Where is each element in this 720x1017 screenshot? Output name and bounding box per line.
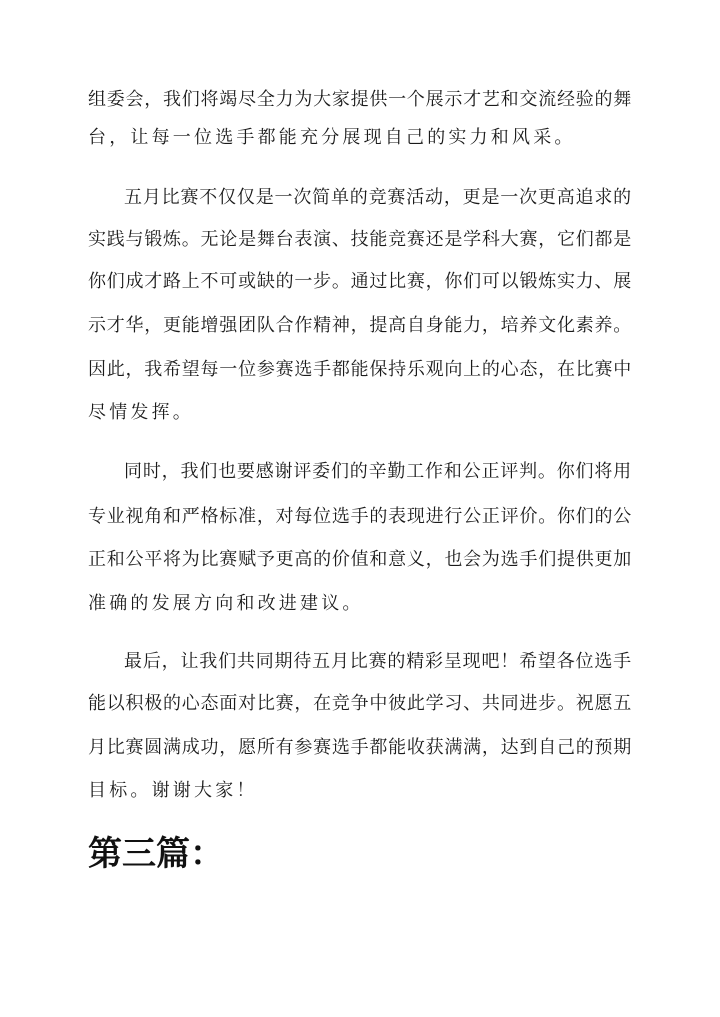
paragraph-1-line-1: 组委会，我们将竭尽全力为大家提供一个展示才艺和交流经验的舞 <box>88 89 632 110</box>
paragraph-4-line-3: 月比赛圆满成功，愿所有参赛选手都能收获满满，达到自己的预期 <box>88 737 632 758</box>
section-heading: 第三篇： <box>88 834 224 874</box>
paragraph-3-line-1: 同时，我们也要感谢评委们的辛勤工作和公正评判。你们将用 <box>124 461 632 482</box>
paragraph-4-line-2: 能以积极的心态面对比赛，在竞争中彼此学习、共同进步。祝愿五 <box>88 693 632 714</box>
paragraph-2-line-5: 因此，我希望每一位参赛选手都能保持乐观向上的心态，在比赛中 <box>88 359 632 380</box>
paragraph-3-line-2: 专业视角和严格标准，对每位选手的表现进行公正评价。你们的公 <box>88 506 632 527</box>
paragraph-3-line-3: 正和公平将为比赛赋予更高的价值和意义，也会为选手们提供更加 <box>88 549 632 570</box>
paragraph-1-line-2: 台，让每一位选手都能充分展现自己的实力和风采。 <box>88 127 576 148</box>
paragraph-2-line-6: 尽情发挥。 <box>88 402 194 423</box>
paragraph-4-line-4: 目标。谢谢大家！ <box>88 780 258 801</box>
paragraph-2-line-4: 示才华，更能增强团队合作精神，提高自身能力，培养文化素养。 <box>88 315 632 336</box>
paragraph-2-line-1: 五月比赛不仅仅是一次简单的竞赛活动，更是一次更高追求的 <box>124 187 632 208</box>
paragraph-2-line-2: 实践与锻炼。无论是舞台表演、技能竞赛还是学科大赛，它们都是 <box>88 229 632 250</box>
paragraph-3-line-4: 准确的发展方向和改进建议。 <box>88 593 364 614</box>
paragraph-4-line-1: 最后，让我们共同期待五月比赛的精彩呈现吧！希望各位选手 <box>124 651 632 672</box>
paragraph-2-line-3: 你们成才路上不可或缺的一步。通过比赛，你们可以锻炼实力、展 <box>88 271 632 292</box>
